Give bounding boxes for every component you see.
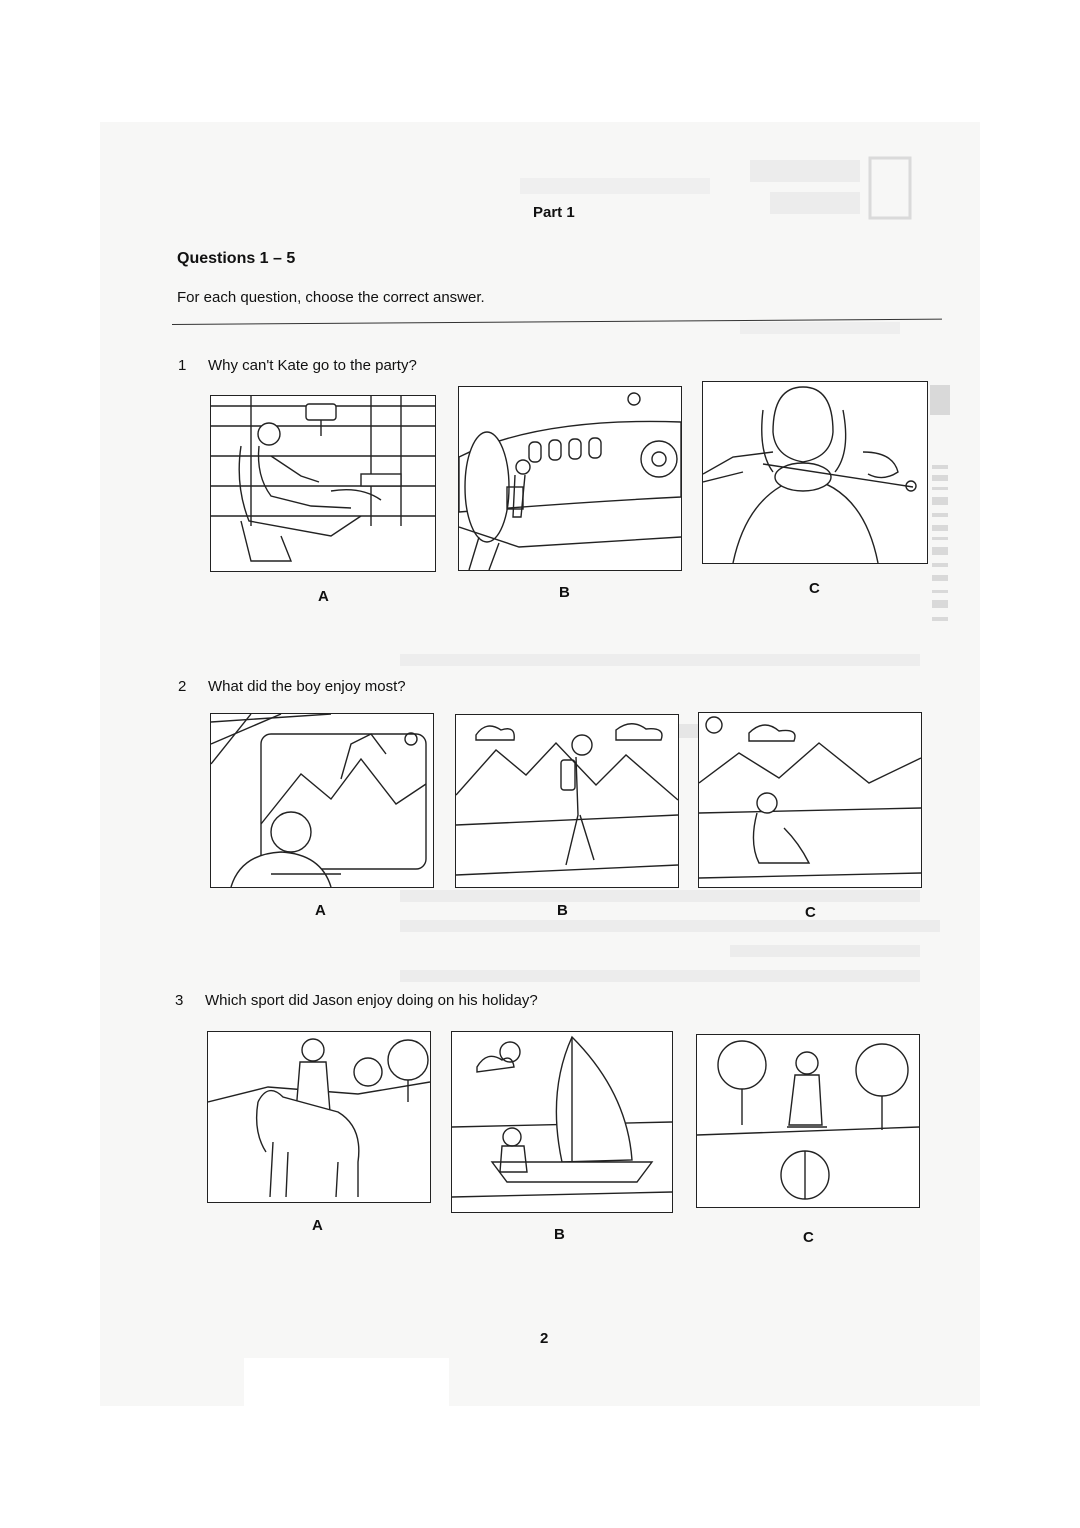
bicycle-icon [697, 1035, 919, 1207]
violin-icon [703, 382, 927, 563]
picture-sitting[interactable] [698, 712, 922, 888]
picture-airplane[interactable] [458, 386, 682, 571]
option-a-label[interactable]: A [315, 902, 326, 919]
horse-riding-icon [208, 1032, 430, 1202]
airplane-icon [459, 387, 681, 570]
picture-sailing[interactable] [451, 1031, 673, 1213]
part-title: Part 1 [533, 204, 575, 221]
sheet-notch [244, 1358, 449, 1418]
question-1 [178, 357, 417, 374]
picture-violin[interactable] [702, 381, 928, 564]
instruction-text: For each question, choose the correct answer. [177, 289, 485, 306]
sailboat-icon [452, 1032, 672, 1212]
question-text: What did the boy enjoy most? [208, 678, 406, 695]
option-c-label[interactable]: C [809, 580, 820, 597]
option-a-label[interactable]: A [318, 588, 329, 605]
option-b-label[interactable]: B [557, 902, 568, 919]
question-text: Why can't Kate go to the party? [208, 357, 417, 374]
train-window-icon [211, 714, 433, 887]
picture-hiking[interactable] [455, 714, 679, 888]
questions-heading: Questions 1 – 5 [177, 250, 296, 267]
option-b-label[interactable]: B [559, 584, 570, 601]
question-number: 1 [178, 357, 187, 374]
question-number: 2 [178, 678, 187, 695]
question-number: 3 [175, 992, 184, 1009]
question-2 [178, 678, 406, 695]
show-through-logo [720, 150, 920, 230]
show-through-barcode [926, 385, 956, 645]
hiking-icon [456, 715, 678, 887]
picture-cycling[interactable] [696, 1034, 920, 1208]
picture-dentist[interactable] [210, 395, 436, 572]
dentist-chair-icon [211, 396, 435, 571]
picture-horse[interactable] [207, 1031, 431, 1203]
option-b-label[interactable]: B [554, 1226, 565, 1243]
option-a-label[interactable]: A [312, 1217, 323, 1234]
option-c-label[interactable]: C [805, 904, 816, 921]
picture-train[interactable] [210, 713, 434, 888]
option-c-label[interactable]: C [803, 1229, 814, 1246]
page-number: 2 [540, 1330, 549, 1347]
sitting-icon [699, 713, 921, 887]
show-through-text [520, 170, 720, 200]
question-3 [175, 992, 538, 1009]
question-text: Which sport did Jason enjoy doing on his holiday? [205, 992, 538, 1009]
